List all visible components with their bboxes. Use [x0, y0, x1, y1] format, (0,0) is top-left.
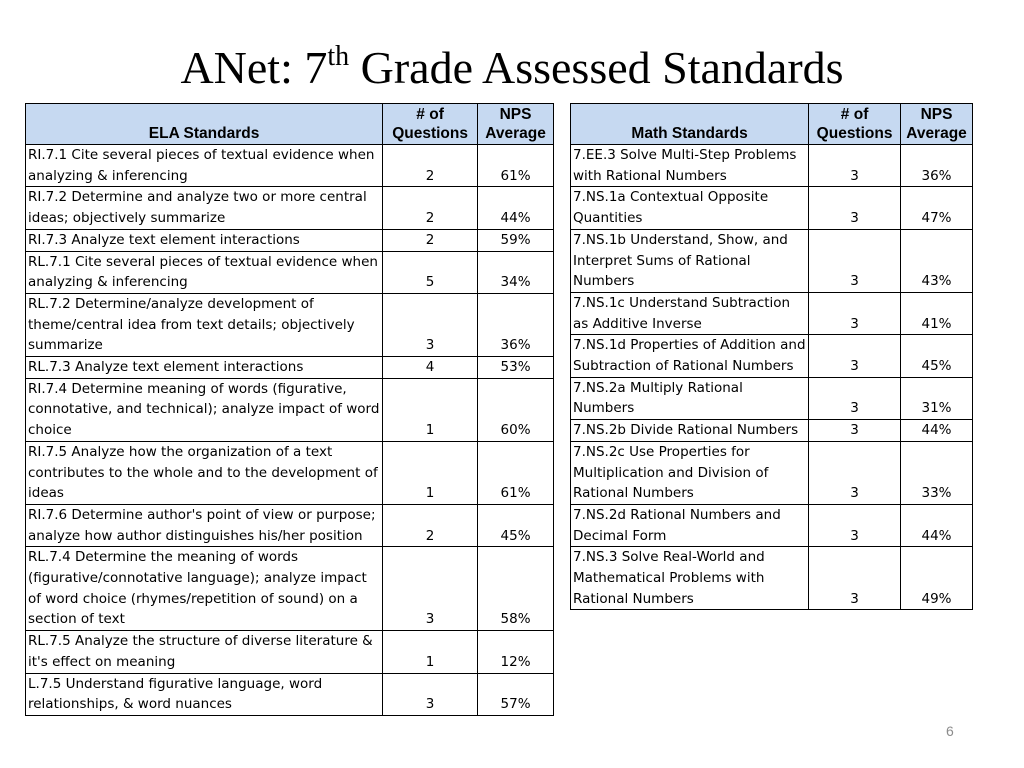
ela-standard-cell: L.7.5 Understand figurative language, word relationships, & word nuances: [26, 673, 383, 715]
ela-questions-cell: 2: [383, 145, 478, 187]
math-standard-cell: 7.NS.2b Divide Rational Numbers: [571, 420, 809, 442]
ela-standard-cell: RI.7.2 Determine and analyze two or more central ideas; objectively summarize: [26, 187, 383, 229]
math-questions-cell: 3: [809, 335, 901, 377]
math-table-row: [571, 187, 973, 229]
ela-table-row: [26, 357, 554, 379]
ela-header-average: NPS Average: [478, 104, 554, 145]
math-standard-cell: 7.NS.3 Solve Real-World and Mathematical Problems with Rational Numbers: [571, 547, 809, 610]
ela-table-row: [26, 547, 554, 631]
title-rest: Grade Assessed Standards: [349, 42, 844, 93]
title-superscript: th: [327, 41, 350, 72]
ela-table-row: [26, 251, 554, 293]
math-average-cell: 33%: [901, 441, 973, 504]
math-questions-cell: 3: [809, 377, 901, 419]
ela-table-row: [26, 145, 554, 187]
math-average-cell: 49%: [901, 547, 973, 610]
math-standard-cell: 7.NS.2c Use Properties for Multiplication and Division of Rational Numbers: [571, 441, 809, 504]
ela-standard-cell: RI.7.1 Cite several pieces of textual evidence when analyzing & inferencing: [26, 145, 383, 187]
ela-table-row: [26, 673, 554, 715]
ela-average-cell: 45%: [478, 504, 554, 546]
math-table-row: [571, 547, 973, 610]
math-questions-cell: 3: [809, 504, 901, 546]
math-standard-cell: 7.NS.1a Contextual Opposite Quantities: [571, 187, 809, 229]
math-standard-cell: 7.EE.3 Solve Multi-Step Problems with Rational Numbers: [571, 145, 809, 187]
ela-average-cell: 61%: [478, 145, 554, 187]
ela-standard-cell: RI.7.6 Determine author's point of view or purpose; analyze how author distinguishes his/her position: [26, 504, 383, 546]
math-standard-cell: 7.NS.1d Properties of Addition and Subtraction of Rational Numbers: [571, 335, 809, 377]
math-table-row: [571, 229, 973, 292]
math-average-cell: 44%: [901, 420, 973, 442]
ela-questions-cell: 4: [383, 357, 478, 379]
ela-standard-cell: RL.7.5 Analyze the structure of diverse literature & it's effect on meaning: [26, 631, 383, 673]
ela-average-cell: 60%: [478, 378, 554, 441]
ela-questions-cell: 5: [383, 251, 478, 293]
math-questions-cell: 3: [809, 145, 901, 187]
ela-table-row: [26, 293, 554, 356]
math-table-row: [571, 292, 973, 334]
math-average-cell: 47%: [901, 187, 973, 229]
ela-table-row: [26, 441, 554, 504]
ela-table-row: [26, 378, 554, 441]
ela-standard-cell: RL.7.4 Determine the meaning of words (figurative/connotative language); analyze impact of word choice (rhymes/repetition of sound) on a section of text: [26, 547, 383, 631]
ela-table-row: [26, 229, 554, 251]
ela-average-cell: 59%: [478, 229, 554, 251]
ela-standard-cell: RI.7.4 Determine meaning of words (figurative, connotative, and technical); analyze impact of word choice: [26, 378, 383, 441]
math-header-questions: # of Questions: [809, 104, 901, 145]
math-header-average: NPS Average: [901, 104, 973, 145]
ela-questions-cell: 3: [383, 547, 478, 631]
math-average-cell: 36%: [901, 145, 973, 187]
ela-average-cell: 53%: [478, 357, 554, 379]
math-questions-cell: 3: [809, 229, 901, 292]
ela-questions-cell: 2: [383, 504, 478, 546]
ela-questions-cell: 2: [383, 187, 478, 229]
math-average-cell: 44%: [901, 504, 973, 546]
ela-standard-cell: RI.7.5 Analyze how the organization of a text contributes to the whole and to the development of ideas: [26, 441, 383, 504]
ela-standard-cell: RL.7.1 Cite several pieces of textual evidence when analyzing & inferencing: [26, 251, 383, 293]
ela-questions-cell: 1: [383, 631, 478, 673]
math-questions-cell: 3: [809, 441, 901, 504]
ela-header-questions: # of Questions: [383, 104, 478, 145]
ela-average-cell: 36%: [478, 293, 554, 356]
math-table-row: [571, 377, 973, 419]
ela-questions-cell: 1: [383, 441, 478, 504]
math-standard-cell: 7.NS.2a Multiply Rational Numbers: [571, 377, 809, 419]
math-table-row: [571, 335, 973, 377]
ela-questions-cell: 3: [383, 293, 478, 356]
math-questions-cell: 3: [809, 187, 901, 229]
math-standard-cell: 7.NS.1b Understand, Show, and Interpret Sums of Rational Numbers: [571, 229, 809, 292]
math-table-row: [571, 420, 973, 442]
ela-average-cell: 34%: [478, 251, 554, 293]
ela-questions-cell: 2: [383, 229, 478, 251]
ela-average-cell: 57%: [478, 673, 554, 715]
ela-standard-cell: RL.7.2 Determine/analyze development of theme/central idea from text details; objectively summarize: [26, 293, 383, 356]
ela-standard-cell: RI.7.3 Analyze text element interactions: [26, 229, 383, 251]
math-average-cell: 31%: [901, 377, 973, 419]
ela-questions-cell: 1: [383, 378, 478, 441]
ela-table-row: [26, 631, 554, 673]
math-average-cell: 45%: [901, 335, 973, 377]
math-average-cell: 41%: [901, 292, 973, 334]
math-header-row: [571, 104, 973, 145]
math-questions-cell: 3: [809, 420, 901, 442]
ela-header-standard: ELA Standards: [26, 104, 383, 145]
ela-header-row: [26, 104, 554, 145]
math-header-standard: Math Standards: [571, 104, 809, 145]
math-average-cell: 43%: [901, 229, 973, 292]
ela-standard-cell: RL.7.3 Analyze text element interactions: [26, 357, 383, 379]
ela-table-row: [26, 504, 554, 546]
ela-average-cell: 12%: [478, 631, 554, 673]
math-table-row: [571, 504, 973, 546]
math-questions-cell: 3: [809, 547, 901, 610]
ela-questions-cell: 3: [383, 673, 478, 715]
ela-average-cell: 58%: [478, 547, 554, 631]
math-standard-cell: 7.NS.1c Understand Subtraction as Additive Inverse: [571, 292, 809, 334]
ela-standards-table: [25, 103, 554, 716]
math-questions-cell: 3: [809, 292, 901, 334]
math-table-row: [571, 441, 973, 504]
ela-average-cell: 44%: [478, 187, 554, 229]
math-standard-cell: 7.NS.2d Rational Numbers and Decimal Form: [571, 504, 809, 546]
math-table-row: [571, 145, 973, 187]
ela-table-row: [26, 187, 554, 229]
math-standards-table: [570, 103, 973, 610]
slide-title: [0, 40, 1024, 96]
page-number: 6: [946, 723, 954, 739]
ela-average-cell: 61%: [478, 441, 554, 504]
title-main: ANet: 7: [180, 42, 328, 93]
